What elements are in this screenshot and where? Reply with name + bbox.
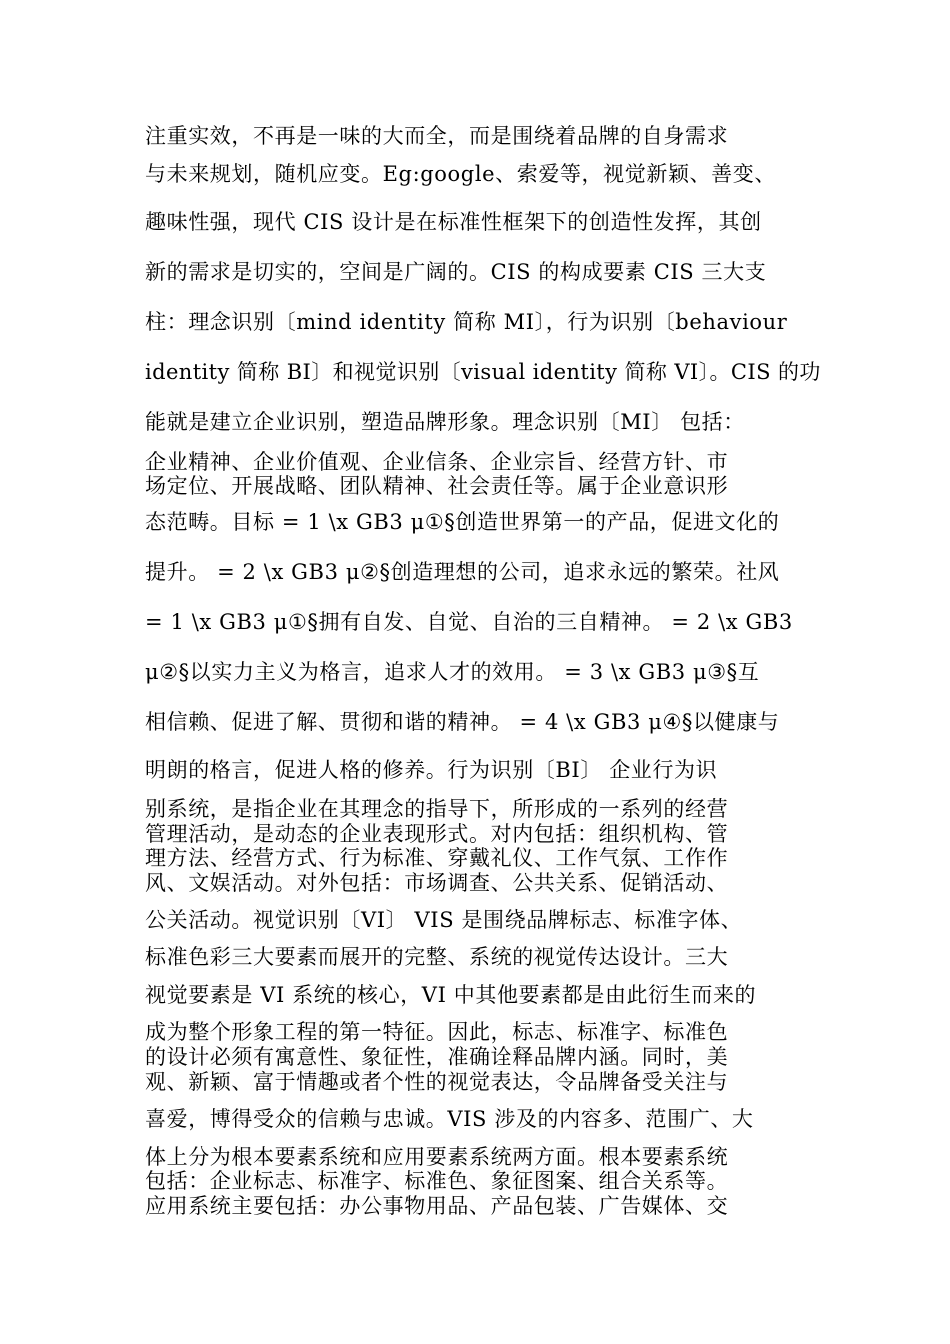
text-line: 应用系统主要包括：办公事物用品、产品包装、广告媒体、交 [145,1194,729,1218]
text-line: identity 简称 BI〕和视觉识别〔visual identity 简称 VI〕。CIS 的功 [145,360,821,384]
text-line: 提升。 = 2 \x GB3 μ②§创造理想的公司，追求永远的繁荣。社风 [145,560,780,584]
text-line: 理方法、经营方式、行为标准、穿戴礼仪、工作气氛、工作作 [145,846,729,870]
text-line: 趣味性强，现代 CIS 设计是在标准性框架下的创造性发挥，其创 [145,210,762,234]
text-line: 的设计必须有寓意性、象征性，准确诠释品牌内涵。同时，美 [145,1045,729,1069]
text-line: 别系统，是指企业在其理念的指导下，所形成的一系列的经营 [145,797,729,821]
text-line: 注重实效，不再是一味的大而全，而是围绕着品牌的自身需求 [145,124,729,148]
text-line: 管理活动，是动态的企业表现形式。对内包括：组织机构、管 [145,822,729,846]
text-line: 风、文娱活动。对外包括：市场调查、公共关系、促销活动、 [145,871,729,895]
text-line: 与未来规划，随机应变。Eg:google、索爱等，视觉新颖、善变、 [145,162,776,186]
text-line: 柱：理念识别〔mind identity 简称 MI〕，行为识别〔behaviour [145,310,788,334]
text-line: 喜爱，博得受众的信赖与忠诚。VIS 涉及的内容多、范围广、大 [145,1107,754,1131]
text-line: 体上分为根本要素系统和应用要素系统两方面。根本要素系统 [145,1145,729,1169]
text-line: 公关活动。视觉识别〔VI〕 VIS 是围绕品牌标志、标准字体、 [145,908,743,932]
text-line: 明朗的格言，促进人格的修养。行为识别〔BI〕 企业行为识 [145,758,718,782]
text-line: 视觉要素是 VI 系统的核心，VI 中其他要素都是由此衍生而来的 [145,983,757,1007]
text-line: 新的需求是切实的，空间是广阔的。CIS 的构成要素 CIS 三大支 [145,260,767,284]
text-line: 观、新颖、富于情趣或者个性的视觉表达，令品牌备受关注与 [145,1070,729,1094]
text-line: 场定位、开展战略、团队精神、社会责任等。属于企业意识形 [145,474,729,498]
text-line: 态范畴。目标 = 1 \x GB3 μ①§创造世界第一的产品，促进文化的 [145,510,780,534]
text-line: = 1 \x GB3 μ①§拥有自发、自觉、自治的三自精神。 = 2 \x GB3 [145,610,793,634]
text-line: 能就是建立企业识别，塑造品牌形象。理念识别〔MI〕 包括： [145,410,745,434]
text-line: 成为整个形象工程的第一特征。因此，标志、标准字、标准色 [145,1020,729,1044]
text-line: 包括：企业标志、标准字、标准色、象征图案、组合关系等。 [145,1169,729,1193]
text-line: 标准色彩三大要素而展开的完整、系统的视觉传达设计。三大 [145,945,729,969]
text-line: μ②§以实力主义为格言，追求人才的效用。 = 3 \x GB3 μ③§互 [145,660,760,684]
text-line: 企业精神、企业价值观、企业信条、企业宗旨、经营方针、市 [145,450,729,474]
text-line: 相信赖、促进了解、贯彻和谐的精神。 = 4 \x GB3 μ④§以健康与 [145,710,780,734]
